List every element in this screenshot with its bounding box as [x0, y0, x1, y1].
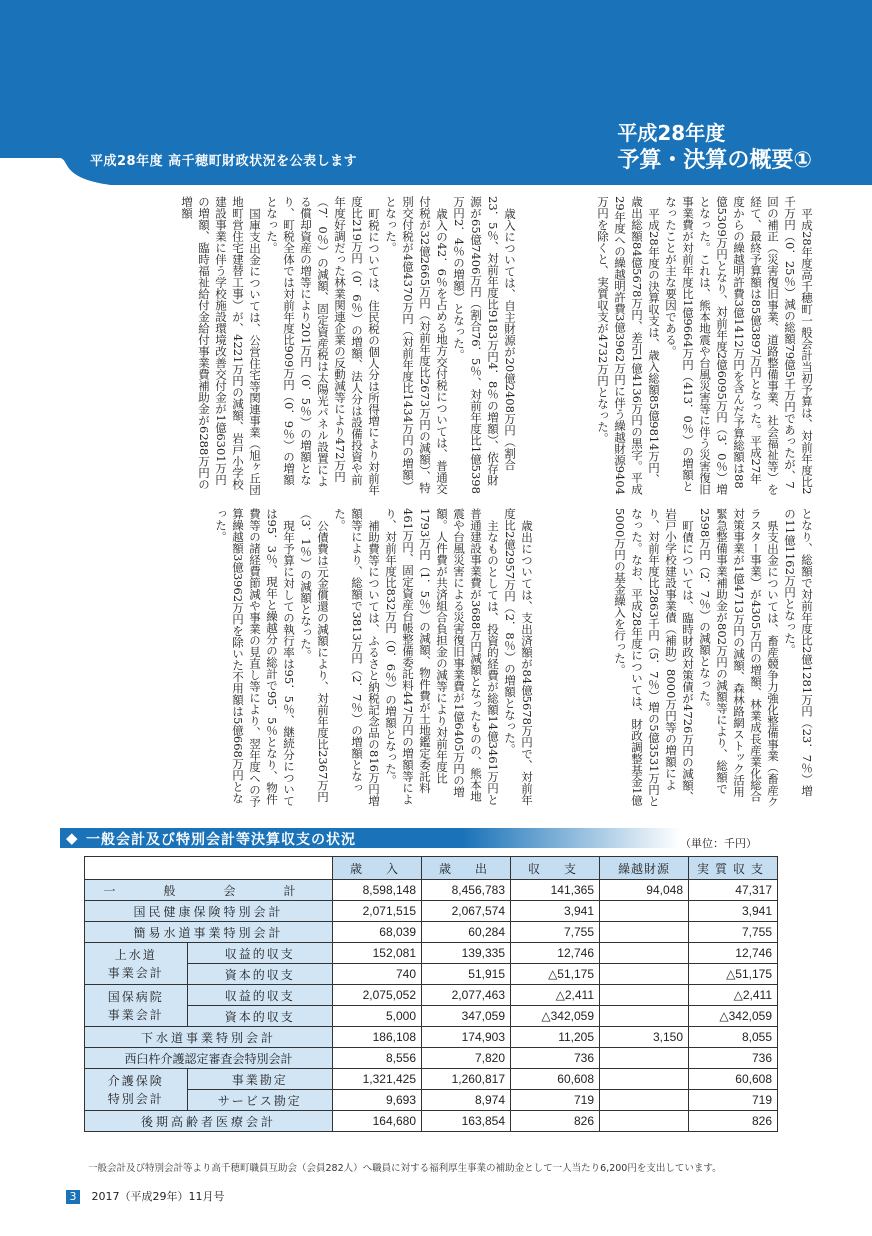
- cell: 826: [511, 1111, 600, 1132]
- cell: [600, 1006, 689, 1027]
- cell: 12,746: [689, 943, 778, 964]
- cell: 3,941: [689, 901, 778, 922]
- col-header: 収 支: [511, 857, 600, 880]
- paragraph: 歳入の42．6％を占める地方交付税については、普通交付税が32億2665万円（対前年度比2673万円の減額）、特別交付税が4億4370万円（対前年度比1434万円の増額）となった。: [384, 196, 449, 494]
- cell: [600, 1048, 689, 1069]
- cell: 3,150: [600, 1027, 689, 1048]
- cell: 1,321,425: [333, 1069, 422, 1090]
- cell: 740: [333, 964, 422, 985]
- cell: [600, 922, 689, 943]
- cell: 2,067,574: [422, 901, 511, 922]
- cell: 2,071,515: [333, 901, 422, 922]
- row-label: 収益的収支: [187, 943, 332, 964]
- cell: 8,456,783: [422, 880, 511, 901]
- cell: △342,059: [689, 1006, 778, 1027]
- cell: 7,820: [422, 1048, 511, 1069]
- row-label: 後期高齢者医療会計: [85, 1111, 333, 1132]
- cell: 186,108: [333, 1027, 422, 1048]
- cell: 60,608: [689, 1069, 778, 1090]
- section-title: 一般会計及び特別会計等決算収支の状況: [86, 832, 356, 848]
- cell: 9,693: [333, 1090, 422, 1111]
- cell: 60,608: [511, 1069, 600, 1090]
- article-lower-right: [540, 508, 815, 808]
- group-label: [85, 985, 188, 1027]
- paragraph: 歳出については、支出済額が84億5678万円で、対前年度比2億2957万円（2．8％）の増額となった。: [503, 508, 534, 805]
- cell: 3,941: [511, 901, 600, 922]
- article-upper-right: [520, 196, 815, 496]
- title-line-2: 予算・決算の概要①: [617, 148, 812, 173]
- cell: 736: [511, 1048, 600, 1069]
- paragraph: 町債については、臨時財政対策債が4726万円の減額、岩戸小学校建設事業債（補助）8000万円等の増額により、対前年度比2863千円（5．7％）増の5億3531万円となった。なお、平成28年度については、財政調整基金1億5000万円の基金繰入を行った。: [613, 508, 695, 807]
- table-row: [85, 985, 778, 1006]
- table-row: [85, 1048, 778, 1069]
- cell: 719: [511, 1090, 600, 1111]
- table-row: [85, 1111, 778, 1132]
- table-row: [85, 943, 778, 964]
- group-label-line: 国保病院: [107, 989, 164, 1004]
- section-header: [60, 828, 680, 848]
- title-line-1: 平成28年度: [617, 121, 726, 145]
- cell: [600, 964, 689, 985]
- cell: 164,680: [333, 1111, 422, 1132]
- paragraph: 歳入については、自主財源が20億2408万円（割合23．5％、対前年度比9183万円4．8％の増額）、依存財源が65億7406万円（割合76．5％、対前年度比1億5398万円2．4％の増額）となった。: [452, 196, 517, 494]
- cell: 7,755: [511, 922, 600, 943]
- row-label: 資本的収支: [187, 1006, 332, 1027]
- cell: 7,755: [689, 922, 778, 943]
- diamond-icon: ◆: [66, 829, 78, 847]
- cell: 719: [689, 1090, 778, 1111]
- header-band: [0, 0, 872, 185]
- cell: 5,000: [333, 1006, 422, 1027]
- cell: 174,903: [422, 1027, 511, 1048]
- cell: 94,048: [600, 880, 689, 901]
- table-row: [85, 1006, 778, 1027]
- page-number: 3: [66, 1190, 80, 1204]
- row-label: 簡易水道事業特別会計: [85, 922, 333, 943]
- paragraph: となり、総額で対前年度比2億1281万円（23．7％）増の11億1162万円となった。: [783, 508, 814, 797]
- cell: △2,411: [689, 985, 778, 1006]
- paragraph: 町税については、住民税の個人分は所得増により対前年度比219万円（0．6％）の増額、法人分は設備投資や前年度好調だった林業関連企業の反動減等により472万円（7．0％）の減額、固定資産税は太陽光パネル設置による償却資産の増等により201万円（0．5％）の増額となり、町税全体では対前年度比909万円（0．9％）の増額となった。: [265, 196, 381, 495]
- cell: 2,077,463: [422, 985, 511, 1006]
- cell: [600, 1069, 689, 1090]
- cell: 8,055: [689, 1027, 778, 1048]
- table-row: [85, 1027, 778, 1048]
- paragraph: 平成28年度高千穂町一般会計当初予算は、対前年度比2千万円（0．25％）減の総額79億5千万円であったが、7回の補正（災害復旧事業、道路整備事業、社会福祉等）を経て、最終予算額は85億3897万円となった。平成27年度からの繰越明許費3億1412万円を含んだ予算総額は88億5309万円となり、対前年度2億6095万円（3．0％）増となった。これは、熊本地震や台風災害等に伴う災害復旧事業費が対前年度比1億9664万円（413．0％）の増額となったことが主な要因である。: [664, 196, 814, 495]
- cell: [600, 985, 689, 1006]
- table-corner: [85, 857, 333, 880]
- group-label-line: 介護保険: [107, 1073, 164, 1088]
- cell: 8,598,148: [333, 880, 422, 901]
- cell: 11,205: [511, 1027, 600, 1048]
- unit-label: （単位：千円）: [680, 837, 757, 850]
- row-label: 一 般 会 計: [85, 880, 333, 901]
- footnote: 一般会計及び特別会計等より高千穂町職員互助会（会員282人）へ職員に対する福利厚生事業の補助金として一人当たり6,200円を支出しています。: [88, 1163, 722, 1174]
- cell: 826: [689, 1111, 778, 1132]
- cell: 60,284: [422, 922, 511, 943]
- group-label: [85, 943, 188, 985]
- cell: △2,411: [511, 985, 600, 1006]
- row-label: サービス勘定: [187, 1090, 332, 1111]
- cell: [600, 1090, 689, 1111]
- row-label: 収益的収支: [187, 985, 332, 1006]
- cell: 139,335: [422, 943, 511, 964]
- issue-date: 2017（平成29年）11月号: [91, 1190, 225, 1203]
- page-subtitle: 平成28年度 高千穂町財政状況を公表します: [90, 154, 358, 169]
- group-label-line: 事業会計: [107, 965, 164, 980]
- cell: 141,365: [511, 880, 600, 901]
- cell: 68,039: [333, 922, 422, 943]
- col-header: 繰越財源: [600, 857, 689, 880]
- paragraph: 現年予算に対しての執行率は95．5％、継続分については95．3％、現年と繰越分の総計で95．5％となり、物件費等の諸経費節減や事業の見直し等により、翌年度への予算繰越額3億3962万円を除いた不用額は5億668万円となった。: [214, 508, 296, 807]
- paragraph: 補助費等については、ふるさと納税記念品の816万円増額等により、総額で3813万円（2．7％）の増額となった。: [333, 508, 381, 806]
- cell: △342,059: [511, 1006, 600, 1027]
- col-header: 歳 入: [333, 857, 422, 880]
- page-title: [617, 120, 812, 174]
- table-row: [85, 1090, 778, 1111]
- table-row: [85, 880, 778, 901]
- cell: 1,260,817: [422, 1069, 511, 1090]
- cell: △51,175: [511, 964, 600, 985]
- cell: 152,081: [333, 943, 422, 964]
- row-label: 下水道事業特別会計: [85, 1027, 333, 1048]
- cell: 12,746: [511, 943, 600, 964]
- row-label: 西臼杵介護認定審査会特別会計: [85, 1048, 333, 1069]
- paragraph: 平成28年度の決算収支は、歳入総額85億9814万円、歳出総額84億5678万円、差引1億4136万円の黒字。平成29年度への繰越明許費3億3962万円に伴う繰越財源9404万円を除くと、実質収支が4732万円となった。: [596, 196, 661, 495]
- finance-table: [84, 856, 778, 1132]
- table-row: [85, 901, 778, 922]
- row-label: 資本的収支: [187, 964, 332, 985]
- article-upper-left: [68, 196, 518, 496]
- group-label-line: 事業会計: [107, 1007, 164, 1022]
- cell: 347,059: [422, 1006, 511, 1027]
- cell: △51,175: [689, 964, 778, 985]
- row-label: 国民健康保険特別会計: [85, 901, 333, 922]
- page-footer: [66, 1188, 225, 1204]
- cell: 47,317: [689, 880, 778, 901]
- paragraph: 公債費は元金償還の減額により、対前年度比2367万円（3．1％）の減額となった。: [299, 508, 330, 802]
- cell: 2,075,052: [333, 985, 422, 1006]
- paragraph: 主なものとしては、投資的経費が総額14億3461万円と普通建設事業費が3688万円減額となったものの、熊本地震や台風災害による災害復旧事業費が1億6405万円の増額。人件費が共済組合負担金の減等により対前年度比1793万円（1．5％）の減額、物件費が土地鑑定委託料461万円、固定資産台帳整備委託料447万円の増額等により、対前年度比832万円（0．6％）の増額となった。: [384, 508, 500, 805]
- table-header-row: [85, 857, 778, 880]
- table-row: [85, 964, 778, 985]
- article-lower-left: [95, 508, 535, 808]
- cell: 51,915: [422, 964, 511, 985]
- group-label: [85, 1069, 188, 1111]
- cell: [600, 943, 689, 964]
- col-header: 実質収支: [689, 857, 778, 880]
- cell: 8,974: [422, 1090, 511, 1111]
- table-row: [85, 922, 778, 943]
- row-label: 事業勘定: [187, 1069, 332, 1090]
- group-label-line: 特別会計: [107, 1091, 164, 1106]
- cell: 736: [689, 1048, 778, 1069]
- cell: [600, 901, 689, 922]
- cell: 163,854: [422, 1111, 511, 1132]
- table-row: [85, 1069, 778, 1090]
- paragraph: 国庫支出金については、公営住宅等関連事業（旭ヶ丘団地町営住宅建替工事）が、4221万円の減額、岩戸小学校建設事業に伴う学校施設環境改善交付金が1億6301万円の増額、臨時福祉給付金給付事業費補助金が6288万円の増額: [180, 196, 262, 495]
- cell: 8,556: [333, 1048, 422, 1069]
- col-header: 歳 出: [422, 857, 511, 880]
- group-label-line: 上水道: [114, 947, 157, 962]
- cell: [600, 1111, 689, 1132]
- paragraph: 県支出金については、畜産競争力強化整備事業（畜産クラスター事業）が4305万円の増額、林業成長産業化総合対策事業が1億4713万円の減額、森林路網ストック活用緊急整備事業補助金が802万円の減額等により、総額で2598万円（2．7％）の減額となった。: [698, 508, 780, 807]
